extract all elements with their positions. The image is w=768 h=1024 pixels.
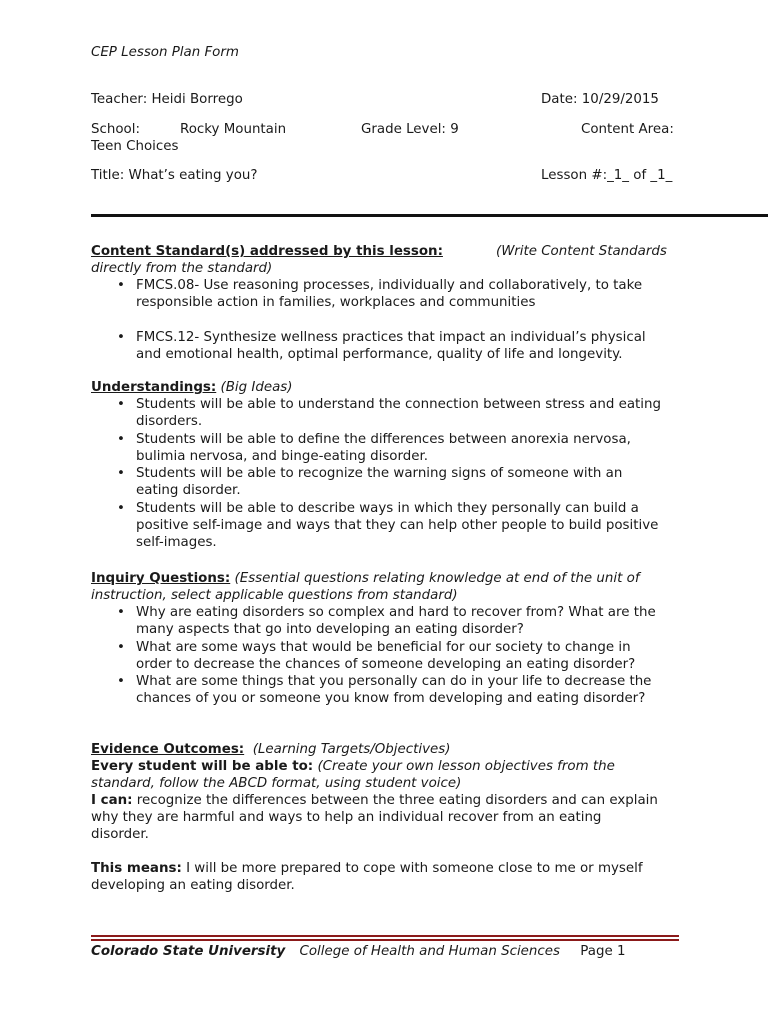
footer-divider [91,939,679,941]
i-can-text-cont: why they are harmful and ways to help an individual recover from an eating [91,810,602,825]
content-standards-heading: Content Standard(s) addressed by this lesson: [91,244,443,259]
lesson-number-field: Lesson #:_1_ of _1_ [541,168,673,183]
inquiry-list [91,604,691,708]
bullet-icon: • [117,431,125,447]
bullet-icon: • [117,278,125,293]
understandings-note: (Big Ideas) [220,380,293,395]
evidence-section [91,741,691,894]
bullet-icon: • [117,329,125,345]
bullet-icon: • [117,500,125,516]
list-item: • FMCS.08- Use reasoning processes, individually and collaboratively, to take responsible action in families, workplaces and communities [117,278,643,311]
inquiry-heading: Inquiry Questions: [91,571,231,586]
footer-college: College of Health and Human Sciences [299,944,560,959]
content-area-value: Teen Choices [91,139,179,154]
this-means-text-cont: developing an eating disorder. [91,878,295,893]
content-standards-list [91,277,691,363]
teacher-field: Teacher: Heidi Borrego [91,92,243,107]
form-title: CEP Lesson Plan Form [91,45,239,60]
inquiry-section [91,570,691,708]
understandings-list [91,396,691,552]
i-can-text: recognize the differences between the three eating disorders and can explain [136,793,658,808]
list-item: • What are some ways that would be beneficial for our society to change in order to decrease the chances of someone developing an eating disorder? [117,639,636,672]
evidence-note: (Learning Targets/Objectives) [252,742,451,757]
every-student-note: (Create your own lesson objectives from the [317,759,615,774]
this-means-text: I will be more prepared to cope with someone close to me or myself [186,861,643,876]
content-standards-section [91,243,691,363]
i-can-text-cont: disorder. [91,827,149,842]
list-item: • Why are eating disorders so complex and hard to recover from? What are the many aspects that go into developing an eating disorder? [117,605,656,638]
footer-university: Colorado State University [91,944,286,959]
content-standards-note: (Write Content Standards [496,244,667,259]
list-item: • FMCS.12- Synthesize wellness practices that impact an individual’s physical and emotional health, optimal performance, quality of life and longevity. [117,329,646,362]
inquiry-note-cont: instruction, select applicable questions from standard) [91,588,458,603]
date-field: Date: 10/29/2015 [541,92,659,107]
understandings-section [91,379,691,552]
i-can-label: I can: [91,793,133,808]
inquiry-note: (Essential questions relating knowledge at end of the unit of [234,571,640,586]
page-footer [91,944,625,959]
lesson-title-field: Title: What’s eating you? [91,168,258,183]
footer-divider [91,935,679,937]
every-student-note-cont: standard, follow the ABCD format, using student voice) [91,776,462,791]
school-name: Rocky Mountain [180,122,287,137]
list-item: • Students will be able to understand the connection between stress and eating disorders. [117,397,661,430]
grade-level-field: Grade Level: 9 [361,122,459,137]
every-student-label: Every student will be able to: [91,759,314,774]
list-item: • Students will be able to define the differences between anorexia nervosa, bulimia nervosa, and binge-eating disorder. [117,431,631,464]
header-divider [91,214,768,217]
bullet-icon: • [117,466,125,482]
bullet-icon: • [117,639,125,655]
bullet-icon: • [117,605,125,620]
list-item: • Students will be able to recognize the warning signs of someone with an eating disorder. [117,466,623,499]
evidence-heading: Evidence Outcomes: [91,742,245,757]
this-means-label: This means: [91,861,182,876]
bullet-icon: • [117,674,125,690]
bullet-icon: • [117,397,125,412]
list-item: • Students will be able to describe ways in which they personally can build a positive self-image and ways that they can help other people to build positive self-images. [117,500,659,551]
understandings-heading: Understandings: [91,380,217,395]
list-item: • What are some things that you personally can do in your life to decrease the chances of you or someone you know from developing and eating disorder? [117,674,652,707]
footer-page-number: Page 1 [580,944,626,959]
content-area-label: Content Area: [581,122,674,137]
content-standards-note-cont: directly from the standard) [91,261,273,276]
school-label: School: [91,122,140,137]
